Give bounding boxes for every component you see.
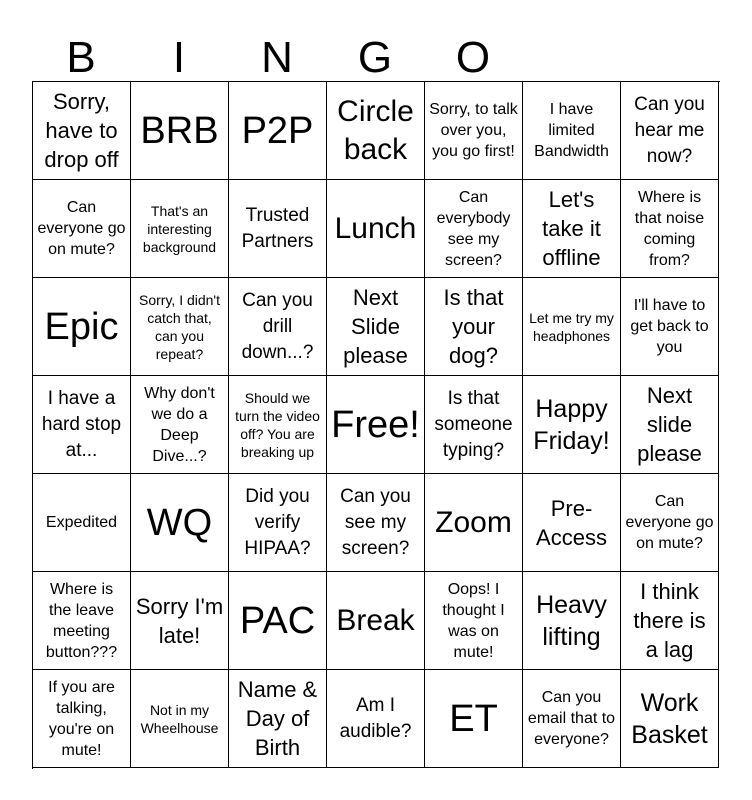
bingo-cell-r1c7[interactable] <box>621 82 719 180</box>
cell-text: Let's take it offline <box>542 187 601 270</box>
bingo-cell-r2c1[interactable] <box>33 180 131 278</box>
bingo-cell-r7c2[interactable] <box>131 670 229 768</box>
cell-text: PAC <box>239 599 316 642</box>
cell-text: WQ <box>146 501 213 544</box>
header-letter-n: N <box>261 33 293 82</box>
cell-text: Expedited <box>45 514 118 531</box>
cell-text: ET <box>449 697 498 740</box>
bingo-cell-r1c2[interactable] <box>131 82 229 180</box>
bingo-cell-r2c2[interactable] <box>131 180 229 278</box>
cell-text: BRB <box>140 109 219 152</box>
cell-text: Let me try my headphones <box>529 309 614 344</box>
bingo-cell-r4c4[interactable] <box>327 376 425 474</box>
cell-text: Sorry, to talk over you, you go first! <box>429 101 518 160</box>
bingo-cell-r5c3[interactable] <box>229 474 327 572</box>
cell-text: Where is the leave meeting button??? <box>45 580 118 661</box>
bingo-cell-r2c3[interactable] <box>229 180 327 278</box>
bingo-cell-r1c6[interactable] <box>523 82 621 180</box>
bingo-cell-r3c5[interactable] <box>425 278 523 376</box>
bingo-header <box>32 34 720 82</box>
bingo-cell-r6c1[interactable] <box>33 572 131 670</box>
cell-text: I'll have to get back to you <box>630 297 709 356</box>
cell-text: P2P <box>241 109 314 152</box>
cell-text: Happy Friday! <box>533 394 610 455</box>
bingo-cell-r5c7[interactable] <box>621 474 719 572</box>
cell-text: I think there is a lag <box>633 579 706 662</box>
cell-text: Can everybody see my screen? <box>436 188 511 269</box>
bingo-cell-r2c5[interactable] <box>425 180 523 278</box>
cell-text: Can you drill down...? <box>241 289 314 363</box>
bingo-cell-r1c3[interactable] <box>229 82 327 180</box>
cell-text: Oops! I thought I was on mute! <box>442 580 505 661</box>
header-letter-b: B <box>66 33 96 82</box>
bingo-cell-r6c2[interactable] <box>131 572 229 670</box>
bingo-cell-r7c5[interactable] <box>425 670 523 768</box>
cell-text: Can you hear me now? <box>634 93 705 167</box>
bingo-cell-r3c7[interactable] <box>621 278 719 376</box>
bingo-cell-r7c7[interactable] <box>621 670 719 768</box>
bingo-cell-r4c7[interactable] <box>621 376 719 474</box>
bingo-cell-r7c1[interactable] <box>33 670 131 768</box>
cell-text: Pre-Access <box>536 495 607 550</box>
cell-text: Where is that noise coming from? <box>634 188 705 269</box>
cell-text: Epic <box>44 305 119 348</box>
cell-text: Free! <box>331 403 420 446</box>
cell-text: Next Slide please <box>343 285 408 368</box>
bingo-card <box>32 81 720 769</box>
cell-text: Should we turn the video off? You are breaking up <box>235 389 320 460</box>
cell-text: Can you see my screen? <box>340 485 411 559</box>
cell-text: If you are talking, you're on mute! <box>48 678 115 759</box>
bingo-cell-r5c6[interactable] <box>523 474 621 572</box>
cell-text: Lunch <box>334 211 417 245</box>
cell-text: I have limited Bandwidth <box>534 101 609 160</box>
bingo-cell-r3c1[interactable] <box>33 278 131 376</box>
cell-text: Break <box>336 603 415 637</box>
bingo-cell-r1c1[interactable] <box>33 82 131 180</box>
cell-text: Can everyone go on mute? <box>37 199 126 258</box>
bingo-cell-r2c4[interactable] <box>327 180 425 278</box>
bingo-cell-r3c6[interactable] <box>523 278 621 376</box>
bingo-cell-r2c6[interactable] <box>523 180 621 278</box>
cell-text: Sorry I'm late! <box>135 593 224 648</box>
cell-text: Can you email that to everyone? <box>527 689 616 748</box>
cell-text: Is that someone typing? <box>434 387 513 461</box>
bingo-cell-r3c2[interactable] <box>131 278 229 376</box>
bingo-cell-r6c3[interactable] <box>229 572 327 670</box>
header-letter-g: G <box>357 33 393 82</box>
bingo-cell-r7c4[interactable] <box>327 670 425 768</box>
cell-text: Zoom <box>435 505 512 539</box>
bingo-cell-r5c4[interactable] <box>327 474 425 572</box>
bingo-cell-r4c5[interactable] <box>425 376 523 474</box>
cell-text: Did you verify HIPAA? <box>244 485 311 559</box>
bingo-cell-r1c4[interactable] <box>327 82 425 180</box>
cell-text: Trusted Partners <box>241 204 314 252</box>
bingo-cell-r2c7[interactable] <box>621 180 719 278</box>
bingo-cell-r4c3[interactable] <box>229 376 327 474</box>
cell-text: Sorry, have to drop off <box>44 89 119 172</box>
header-letter-o: O <box>455 33 491 82</box>
bingo-cell-r1c5[interactable] <box>425 82 523 180</box>
cell-text: Sorry, I didn't catch that, can you repeat? <box>139 291 220 362</box>
cell-text: I have a hard stop at... <box>41 387 122 461</box>
cell-text: Am I audible? <box>339 694 412 742</box>
bingo-cell-r4c2[interactable] <box>131 376 229 474</box>
cell-text: Not in my Wheelhouse <box>140 701 219 736</box>
cell-text: Can everyone go on mute? <box>625 493 714 552</box>
cell-text: Circle back <box>337 94 414 166</box>
bingo-cell-r3c4[interactable] <box>327 278 425 376</box>
bingo-cell-r7c6[interactable] <box>523 670 621 768</box>
cell-text: Heavy lifting <box>536 590 607 651</box>
cell-text: Work Basket <box>631 688 708 749</box>
cell-text: Is that your dog? <box>443 285 504 368</box>
cell-text: That's an interesting background <box>142 202 217 255</box>
bingo-cell-r5c1[interactable] <box>33 474 131 572</box>
cell-text: Name & Day of Birth <box>237 677 318 760</box>
bingo-cell-r4c1[interactable] <box>33 376 131 474</box>
bingo-cell-r4c6[interactable] <box>523 376 621 474</box>
bingo-cell-r5c2[interactable] <box>131 474 229 572</box>
bingo-cell-r6c5[interactable] <box>425 572 523 670</box>
cell-text: Why don't we do a Deep Dive...? <box>144 384 215 465</box>
bingo-cell-r5c5[interactable] <box>425 474 523 572</box>
bingo-cell-r6c7[interactable] <box>621 572 719 670</box>
cell-text: Next slide please <box>637 383 702 466</box>
header-letter-i: I <box>172 33 186 82</box>
bingo-cell-r6c4[interactable] <box>327 572 425 670</box>
bingo-cell-r6c6[interactable] <box>523 572 621 670</box>
bingo-cell-r3c3[interactable] <box>229 278 327 376</box>
bingo-cell-r7c3[interactable] <box>229 670 327 768</box>
